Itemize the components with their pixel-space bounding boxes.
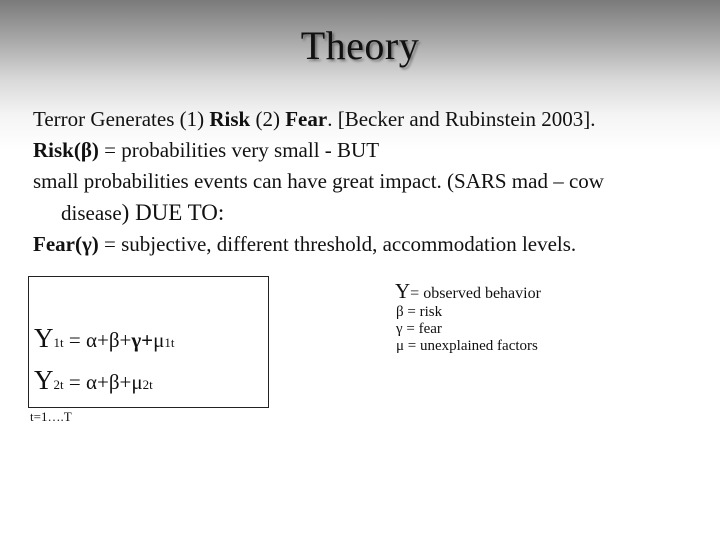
equation-2: [34, 365, 153, 396]
line1-text-e: . [Becker and Rubinstein 2003].: [327, 107, 596, 131]
line4-due-to: ) DUE TO:: [121, 200, 225, 225]
slide-title: Theory: [300, 23, 420, 68]
slide-body: [33, 104, 703, 260]
equation-box: [28, 276, 269, 408]
line1-text-c: (2): [250, 107, 286, 131]
body-line-1: [33, 104, 703, 135]
eq1-mu-subscript: 1t: [164, 335, 175, 350]
line2-text: = probabilities very small - BUT: [98, 138, 380, 162]
eq1-y-subscript: 1t: [53, 335, 64, 350]
legend-beta: β = risk: [396, 304, 443, 320]
legend-y-definition: [395, 279, 541, 304]
eq1-gamma: γ+: [131, 328, 154, 352]
eq2-y-subscript: 2t: [53, 377, 64, 392]
equation-1: [34, 323, 175, 354]
legend-mu: μ = unexplained factors: [396, 338, 538, 354]
line2-risk-beta: Risk(β): [33, 138, 99, 162]
legend-gamma: γ = fear: [396, 321, 442, 337]
legend-definitions: [396, 304, 538, 355]
line5-fear-gamma: Fear(γ): [33, 232, 99, 256]
legend-y-symbol: Y: [395, 279, 411, 303]
eq2-mu-subscript: 2t: [142, 377, 153, 392]
line4-disease: disease: [61, 201, 122, 225]
eq1-mu: μ: [153, 328, 165, 352]
line5-text: = subjective, different threshold, accommodation levels.: [98, 232, 577, 256]
line1-fear: Fear: [285, 107, 328, 131]
eq1-terms: = α+β+: [63, 328, 132, 352]
time-range-label: t=1….T: [30, 409, 72, 424]
line1-risk: Risk: [209, 107, 251, 131]
body-line-3: small probabilities events can have great impact. (SARS mad – cow: [33, 169, 604, 193]
line1-text-a: Terror Generates (1): [33, 107, 210, 131]
legend-y-text: = observed behavior: [410, 285, 541, 302]
eq2-terms: = α+β+: [63, 370, 132, 394]
eq2-y: Y: [34, 365, 54, 395]
eq1-y: Y: [34, 323, 54, 353]
body-line-4: [33, 197, 703, 229]
eq2-mu: μ: [131, 370, 143, 394]
body-line-5: [33, 229, 703, 260]
body-line-2: [33, 135, 703, 166]
